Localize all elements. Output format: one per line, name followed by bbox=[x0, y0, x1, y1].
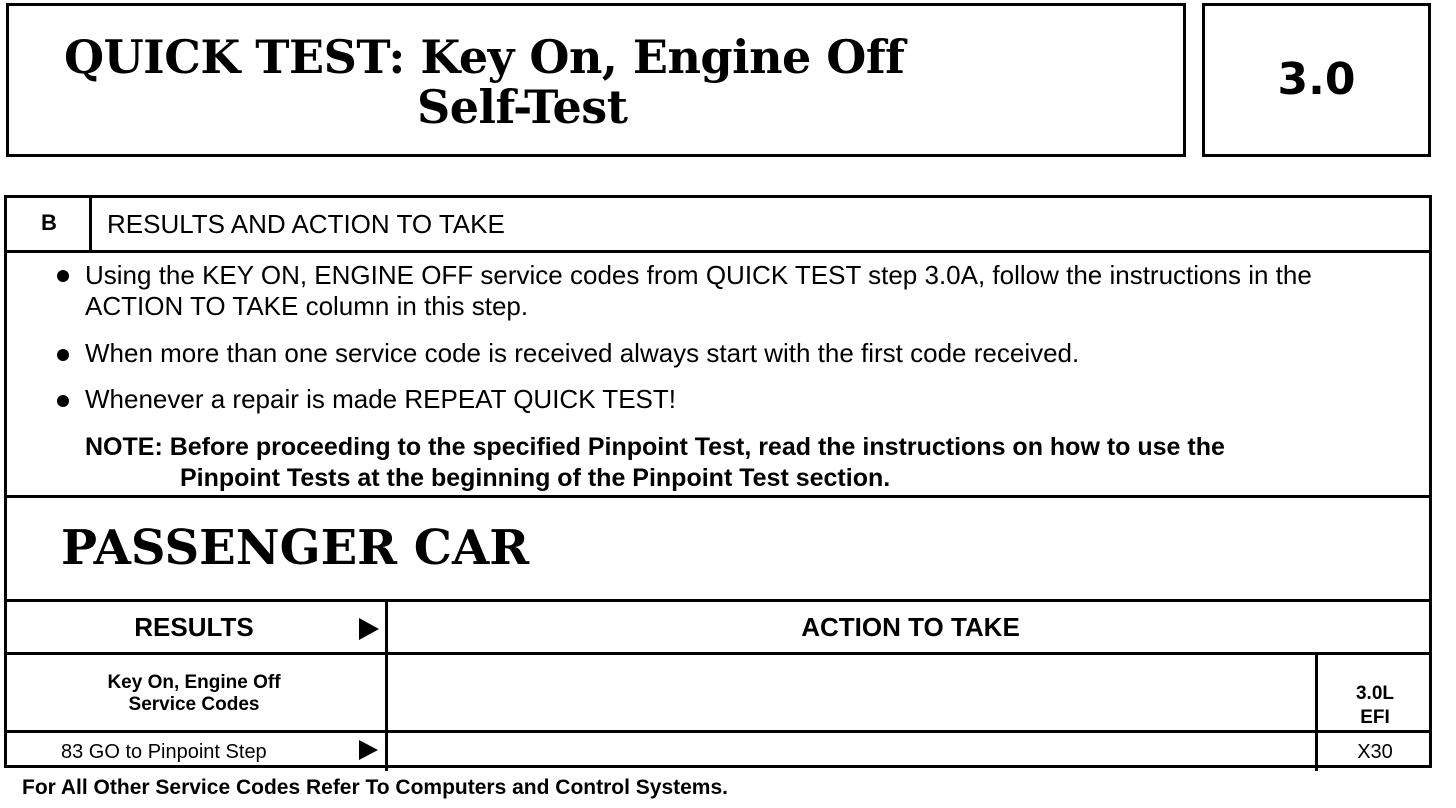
code-cell: X30 bbox=[1357, 741, 1393, 763]
engine-line: EFI bbox=[1360, 707, 1390, 728]
divider bbox=[7, 250, 1429, 253]
divider bbox=[7, 730, 1429, 733]
step-header: RESULTS AND ACTION TO TAKE bbox=[107, 209, 505, 239]
divider bbox=[7, 652, 1429, 655]
bullet-icon bbox=[57, 349, 69, 361]
engine-line: 3.0L bbox=[1355, 683, 1395, 704]
instruction-text: Whenever a repair is made REPEAT QUICK TEST! bbox=[85, 384, 676, 414]
vehicle-title: PASSENGER CAR bbox=[61, 520, 530, 576]
footer-note: For All Other Service Codes Refer To Computers and Control Systems. bbox=[22, 776, 728, 799]
step-letter: B bbox=[41, 210, 57, 235]
arrow-right-icon bbox=[359, 740, 378, 760]
bullet-icon bbox=[57, 395, 69, 407]
divider bbox=[89, 198, 92, 250]
note-line: Pinpoint Tests at the beginning of the Pinpoint Test section. bbox=[180, 464, 891, 492]
instruction-text: When more than one service code is received always start with the first code received. bbox=[85, 338, 1080, 368]
section-number: 3.0 bbox=[1277, 54, 1356, 105]
results-column-header: RESULTS bbox=[134, 612, 254, 642]
bullet-icon bbox=[57, 270, 69, 282]
service-codes-header bbox=[7, 672, 381, 716]
page-subtitle: Self-Test bbox=[417, 80, 628, 134]
title-box bbox=[6, 3, 1186, 157]
section-number-box bbox=[1202, 3, 1431, 157]
subheader-line: Key On, Engine Off bbox=[107, 672, 281, 693]
subheader-line: Service Codes bbox=[128, 694, 260, 715]
action-column-header: ACTION TO TAKE bbox=[801, 612, 1020, 642]
arrow-right-icon bbox=[359, 618, 379, 640]
note bbox=[85, 432, 1405, 494]
page-title: QUICK TEST: Key On, Engine Off bbox=[64, 30, 905, 84]
engine-header bbox=[1318, 682, 1432, 730]
instruction-text: Using the KEY ON, ENGINE OFF service codes from QUICK TEST step 3.0A, follow the instructions in the ACTION TO TAKE column in this step. bbox=[85, 260, 1312, 321]
result-cell: 83 GO to Pinpoint Step bbox=[61, 741, 267, 763]
divider bbox=[7, 599, 1429, 602]
note-line: NOTE: Before proceeding to the specified Pinpoint Test, read the instructions on how to use the bbox=[85, 433, 1225, 461]
divider bbox=[7, 495, 1429, 498]
step-box bbox=[4, 195, 1432, 768]
divider bbox=[385, 599, 388, 771]
